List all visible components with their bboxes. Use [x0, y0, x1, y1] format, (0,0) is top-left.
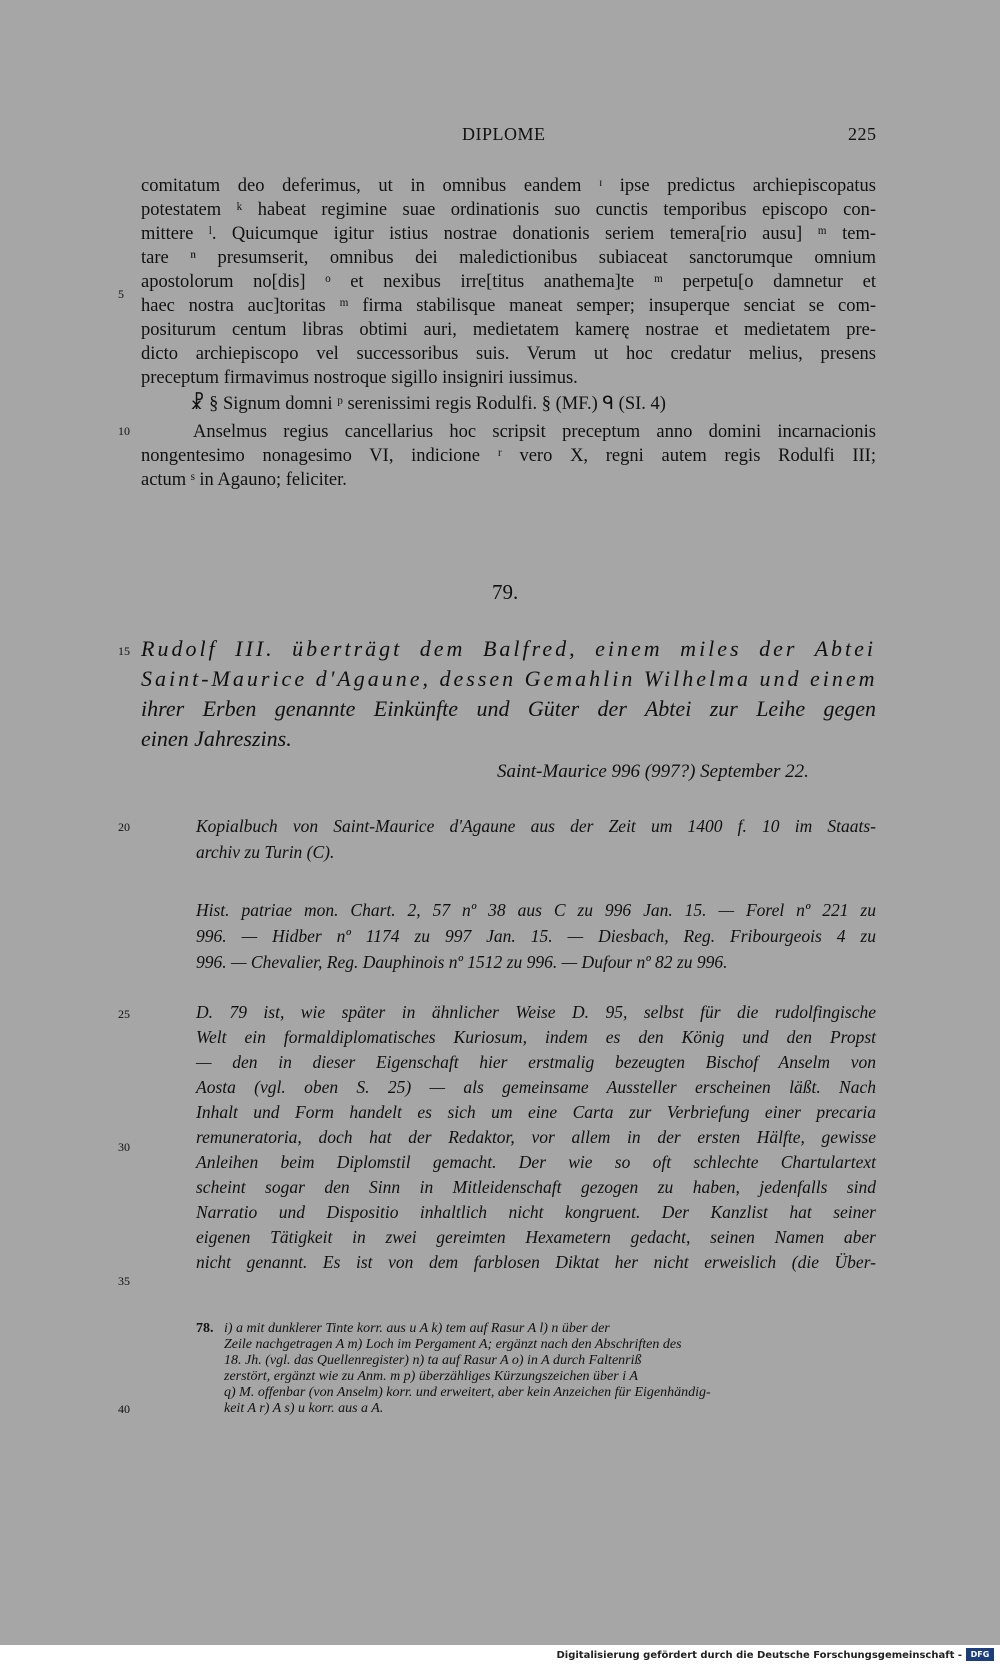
running-header-title: DIPLOME	[462, 124, 546, 144]
commentary-line: scheint sogar den Sinn in Mitleidenschaft gezogen zu haben, jedenfalls sind	[196, 1177, 876, 1197]
literature-line: 996. — Chevalier, Reg. Dauphinois nº 1512 zu 996. — Dufour nº 82 zu 996.	[196, 952, 728, 972]
line-number: 40	[118, 1402, 130, 1416]
funding-credit: Digitalisierung gefördert durch die Deutsche Forschungsgemeinschaft -	[556, 1650, 962, 1661]
text-line: dicto archiepiscopo vel successoribus suis. Verum ut hoc credatur melius, presens	[141, 344, 876, 364]
text-line: comitatum deo deferimus, ut in omnibus eandem ᶦ ipse predictus archiepiscopatus	[141, 176, 876, 196]
text-line: Anselmus regius cancellarius hoc scripsit preceptum anno domini incarnacionis	[193, 422, 876, 442]
source-line: Kopialbuch von Saint-Maurice d'Agaune aus der Zeit um 1400 f. 10 im Staats-	[196, 816, 876, 836]
line-number: 5	[118, 287, 124, 301]
regest-line: ihrer Erben genannte Einkünfte und Güter der Abtei zur Leihe gegen	[141, 696, 876, 721]
commentary-line: Welt ein formaldiplomatisches Kuriosum, indem es den König und den Propst	[196, 1027, 876, 1047]
regest-line: Saint-Maurice d'Agaune, dessen Gemahlin Wilhelma und einem	[141, 666, 878, 691]
text-line: actum ˢ in Agauno; feliciter.	[141, 470, 347, 490]
text-line: haec nostra auc]toritas ᵐ firma stabilisque maneat semper; insuperque senciat se com-	[141, 296, 876, 316]
commentary-line: nicht genannt. Es ist von dem farblosen Diktat her nicht erweislich (die Über-	[196, 1252, 876, 1272]
commentary-line: Inhalt und Form handelt es sich um eine Carta zur Verbriefung einer precaria	[196, 1102, 876, 1122]
footnote-line: keit A r) A s) u korr. aus a A.	[224, 1401, 384, 1416]
regest-line: einen Jahreszins.	[141, 726, 292, 751]
line-number: 20	[118, 820, 130, 834]
text-line: preceptum firmavimus nostroque sigillo insigniri iussimus.	[141, 368, 578, 388]
literature-line: Hist. patriae mon. Chart. 2, 57 nº 38 aus C zu 996 Jan. 15. — Forel nº 221 zu	[196, 900, 876, 920]
text-line: tare ⁿ presumserit, omnibus dei maledictionibus subiaceat sanctorumque omnium	[141, 248, 876, 268]
commentary-line: remuneratoria, doch hat der Redaktor, vor allem in der ersten Hälfte, gewisse	[196, 1127, 876, 1147]
footnote-line: q) M. offenbar (von Anselm) korr. und erweitert, aber kein Anzeichen für Eigenhändig-	[224, 1385, 711, 1400]
text-line: apostolorum no[dis] ᵒ et nexibus irre[titus anathema]te ᵐ perpetu[o damnetur et	[141, 272, 876, 292]
commentary-line: Narratio und Dispositio inhaltlich nicht kongruent. Der Kanzlist hat seiner	[196, 1202, 876, 1222]
line-number: 30	[118, 1140, 130, 1154]
literature-line: 996. — Hidber nº 1174 zu 997 Jan. 15. — Diesbach, Reg. Fribourgeois 4 zu	[196, 926, 876, 946]
footnote-line: zerstört, ergänzt wie zu Anm. m p) überzähliges Kürzungszeichen über i A	[224, 1369, 638, 1384]
commentary-line: Anleihen beim Diplomstil gemacht. Der wie so oft schlechte Chartulartext	[196, 1152, 876, 1172]
document-number: 79.	[492, 580, 519, 604]
text-line: positurum centum libras obtimi auri, medietatem kamerę nostrae et medietatem pre-	[141, 320, 876, 340]
text-line: nongentesimo nonagesimo VI, indicione ʳ vero X, regni autem regis Rodulfi III;	[141, 446, 876, 466]
date-place: Saint-Maurice 996 (997?) September 22.	[497, 761, 809, 782]
footnote-line: 18. Jh. (vgl. das Quellenregister) n) ta auf Rasur A o) in A durch Faltenriß	[224, 1353, 642, 1368]
line-number: 15	[118, 644, 130, 658]
text-line: mittere ˡ. Quicumque igitur istius nostrae donationis seriem temera[rio ausu] ᵐ tem-	[141, 224, 876, 244]
commentary-line: eigenen Tätigkeit in zwei gereimten Hexametern gedacht, seinen Namen aber	[196, 1227, 876, 1247]
commentary-line: D. 79 ist, wie später in ähnlicher Weise D. 95, selbst für die rudolfingische	[196, 1002, 876, 1022]
footnote-line: Zeile nachgetragen A m) Loch im Pergament A; ergänzt nach den Abschriften des	[224, 1337, 682, 1352]
line-number: 35	[118, 1274, 130, 1288]
commentary-line: — den in dieser Eigenschaft hier erstmalig bezeugten Bischof Anselm von	[196, 1052, 876, 1072]
source-line: archiv zu Turin (C).	[196, 842, 335, 862]
line-number: 10	[118, 424, 130, 438]
dfg-logo-icon: DFG	[966, 1648, 994, 1661]
page-number: 225	[848, 124, 877, 144]
footnote-document-number: 78.	[196, 1321, 214, 1336]
footnote-line: i) a mit dunklerer Tinte korr. aus u A k) tem auf Rasur A l) n über der	[224, 1321, 610, 1336]
commentary-line: Aosta (vgl. oben S. 25) — als gemeinsame Aussteller erscheinen läßt. Nach	[196, 1077, 876, 1097]
text-line: potestatem ᵏ habeat regimine suae ordinationis suo cunctis temporibus episcopo con-	[141, 200, 876, 220]
regest-line: Rudolf III. überträgt dem Balfred, einem miles der Abtei	[141, 636, 876, 661]
line-number: 25	[118, 1007, 130, 1021]
signum-line: ☧ § Signum domni ᵖ serenissimi regis Rodulfi. § (MF.) ᑫ (SI. 4)	[190, 394, 666, 414]
